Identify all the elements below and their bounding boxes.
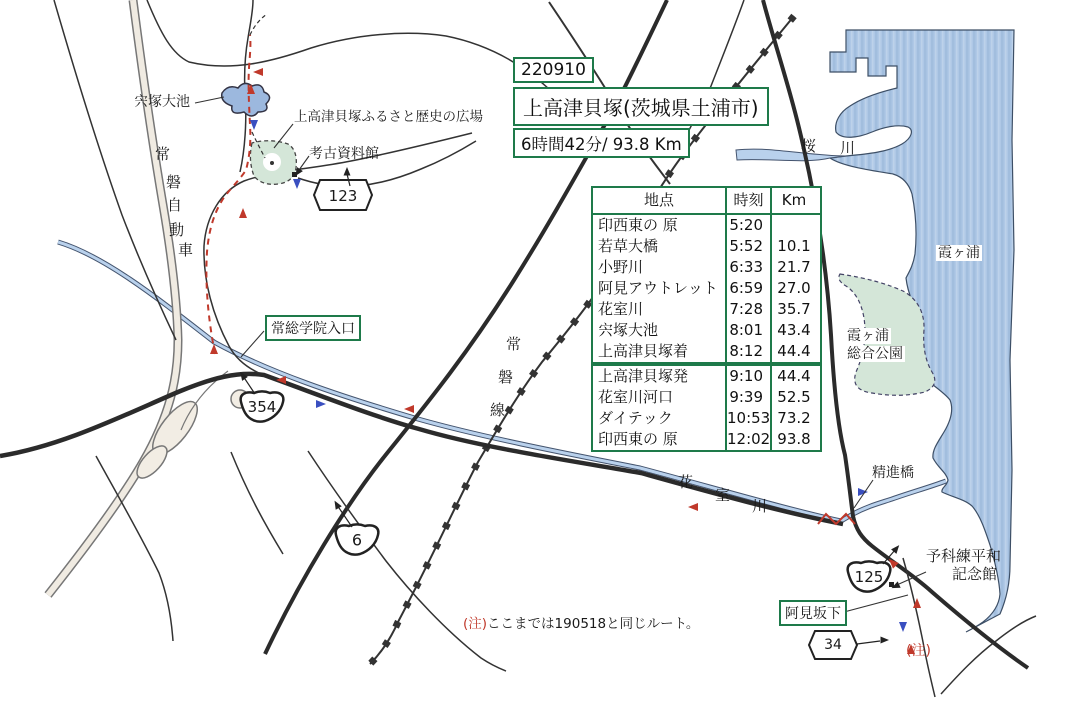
itinerary-table-outbound [591, 186, 822, 364]
label-hanamuro-river-char: 室 [715, 486, 731, 504]
col-header-km: Km [770, 188, 816, 213]
table-row [593, 236, 820, 257]
shizuka-pond [222, 83, 270, 116]
cell-place: 印西東の 原 [598, 216, 678, 234]
route-arrow [404, 405, 414, 413]
cell-time: 9:10 [725, 366, 770, 387]
label-joban-expwy-char: 車 [178, 241, 194, 259]
cell-km [770, 215, 816, 236]
shield-number-34: 34 [824, 637, 842, 653]
duration-distance: 6時間42分/ 93.8 Km [521, 135, 682, 154]
label-shizuka-pond: 宍塚大池 [134, 94, 190, 110]
table-header-row [593, 188, 820, 215]
label-joban-line-char: 磐 [498, 368, 514, 386]
cell-place: 印西東の 原 [598, 430, 678, 448]
label-shojin-bridge: 精進橋 [872, 465, 914, 481]
cell-km: 73.2 [770, 408, 816, 429]
cell-time: 5:52 [725, 236, 770, 257]
cell-place: 小野川 [598, 258, 644, 276]
label-joban-expwy-char: 動 [169, 221, 185, 239]
label-shell-mound-plaza: 上高津貝塚ふるさと歴史の広場 [294, 109, 483, 125]
cell-km: 44.4 [770, 366, 816, 387]
table-row [593, 320, 820, 341]
route-arrow-return [293, 179, 301, 189]
route-arrow-return [250, 120, 258, 130]
joban-expressway-road [48, 0, 249, 595]
label-hanamuro-river-char: 川 [752, 497, 768, 515]
note-text: ここまでは190518と同じルート。 [487, 616, 700, 632]
route-arrow [688, 503, 698, 511]
cell-time: 9:39 [725, 387, 770, 408]
shield-number-354: 354 [247, 398, 277, 416]
note-mark: (注) [463, 616, 488, 632]
cell-time: 6:33 [725, 257, 770, 278]
label-kasumigaura: 霞ヶ浦 [938, 245, 980, 261]
route-shield-34 [809, 631, 889, 659]
table-row [593, 278, 820, 299]
cell-time: 8:01 [725, 320, 770, 341]
label-ami-sakashita: 阿見坂下 [779, 600, 847, 626]
cell-time: 5:20 [725, 215, 770, 236]
table-row [593, 215, 820, 236]
cell-time: 6:59 [725, 278, 770, 299]
stats-box [513, 128, 690, 158]
page-title: 上高津貝塚(茨城県土浦市) [523, 96, 759, 120]
label-joban-line-char: 常 [506, 335, 522, 353]
cell-place: 若草大橋 [598, 237, 659, 255]
label-sakura-river-char: 川 [840, 139, 856, 157]
cell-km: 44.4 [770, 341, 816, 362]
table-row [593, 408, 820, 429]
label-yokaren-memorial-line2: 記念館 [952, 565, 998, 583]
cell-km: 43.4 [770, 320, 816, 341]
shield-number-123: 123 [328, 187, 358, 205]
route-arrow [253, 68, 263, 76]
label-sakura-river-char: 桜 [801, 137, 817, 155]
label-joban-line-char: 線 [490, 401, 506, 419]
cell-time: 8:12 [725, 341, 770, 362]
sakura-river [736, 149, 846, 161]
cell-time: 12:02 [727, 430, 771, 448]
cell-km: 21.7 [770, 257, 816, 278]
table-row [593, 366, 820, 387]
table-row [593, 299, 820, 320]
cell-place: 上高津貝塚着 [598, 342, 689, 360]
label-joban-expwy-char: 磐 [166, 173, 182, 191]
shield-number-125: 125 [854, 568, 884, 586]
cell-time: 7:28 [725, 299, 770, 320]
cell-place: 阿見アウトレット [598, 279, 718, 297]
cell-place: ダイテック [598, 409, 673, 427]
cell-km: 35.7 [770, 299, 816, 320]
route-arrow [239, 208, 247, 218]
col-header-time: 時刻 [725, 188, 770, 213]
label-hanamuro-river-char: 花 [678, 473, 694, 491]
date-label: 220910 [521, 60, 586, 80]
shield-number-6: 6 [351, 530, 363, 550]
route-arrow-return [899, 622, 907, 632]
date-box [513, 57, 594, 83]
cell-km: 10.1 [770, 236, 816, 257]
cell-place: 花室川 [598, 300, 644, 318]
label-lakeside-park-line1: 霞ヶ浦 [847, 328, 889, 344]
cell-place: 宍塚大池 [598, 321, 659, 339]
cell-km: 27.0 [770, 278, 816, 299]
cell-km: 52.5 [770, 387, 816, 408]
title-box [513, 87, 769, 126]
table-row [593, 257, 820, 278]
table-row [593, 429, 820, 450]
table-row [593, 387, 820, 408]
label-yokaren-memorial-line1: 予科練平和 [926, 547, 1002, 565]
label-lakeside-park-line2: 総合公園 [847, 346, 903, 362]
label-archaeology-museum: 考古資料館 [309, 146, 379, 162]
label-joban-expwy-char: 常 [155, 145, 171, 163]
cell-place: 花室川河口 [598, 388, 674, 406]
memorial-building-mark [889, 582, 894, 587]
cell-time: 10:53 [727, 409, 771, 427]
shell-mound-dot [270, 161, 274, 165]
route-arrow-return [316, 400, 326, 408]
itinerary-table-return [591, 364, 822, 452]
cell-km: 93.8 [770, 429, 816, 450]
label-joso-gakuin-entrance: 常総学院入口 [265, 315, 361, 341]
route-note [463, 617, 699, 633]
museum-building-mark [292, 172, 297, 177]
label-joban-expwy-char: 自 [167, 196, 183, 214]
cell-place: 上高津貝塚発 [598, 367, 689, 385]
table-row [593, 341, 820, 362]
note-mark-bottom-right: (注) [906, 643, 931, 659]
col-header-place: 地点 [643, 191, 674, 209]
